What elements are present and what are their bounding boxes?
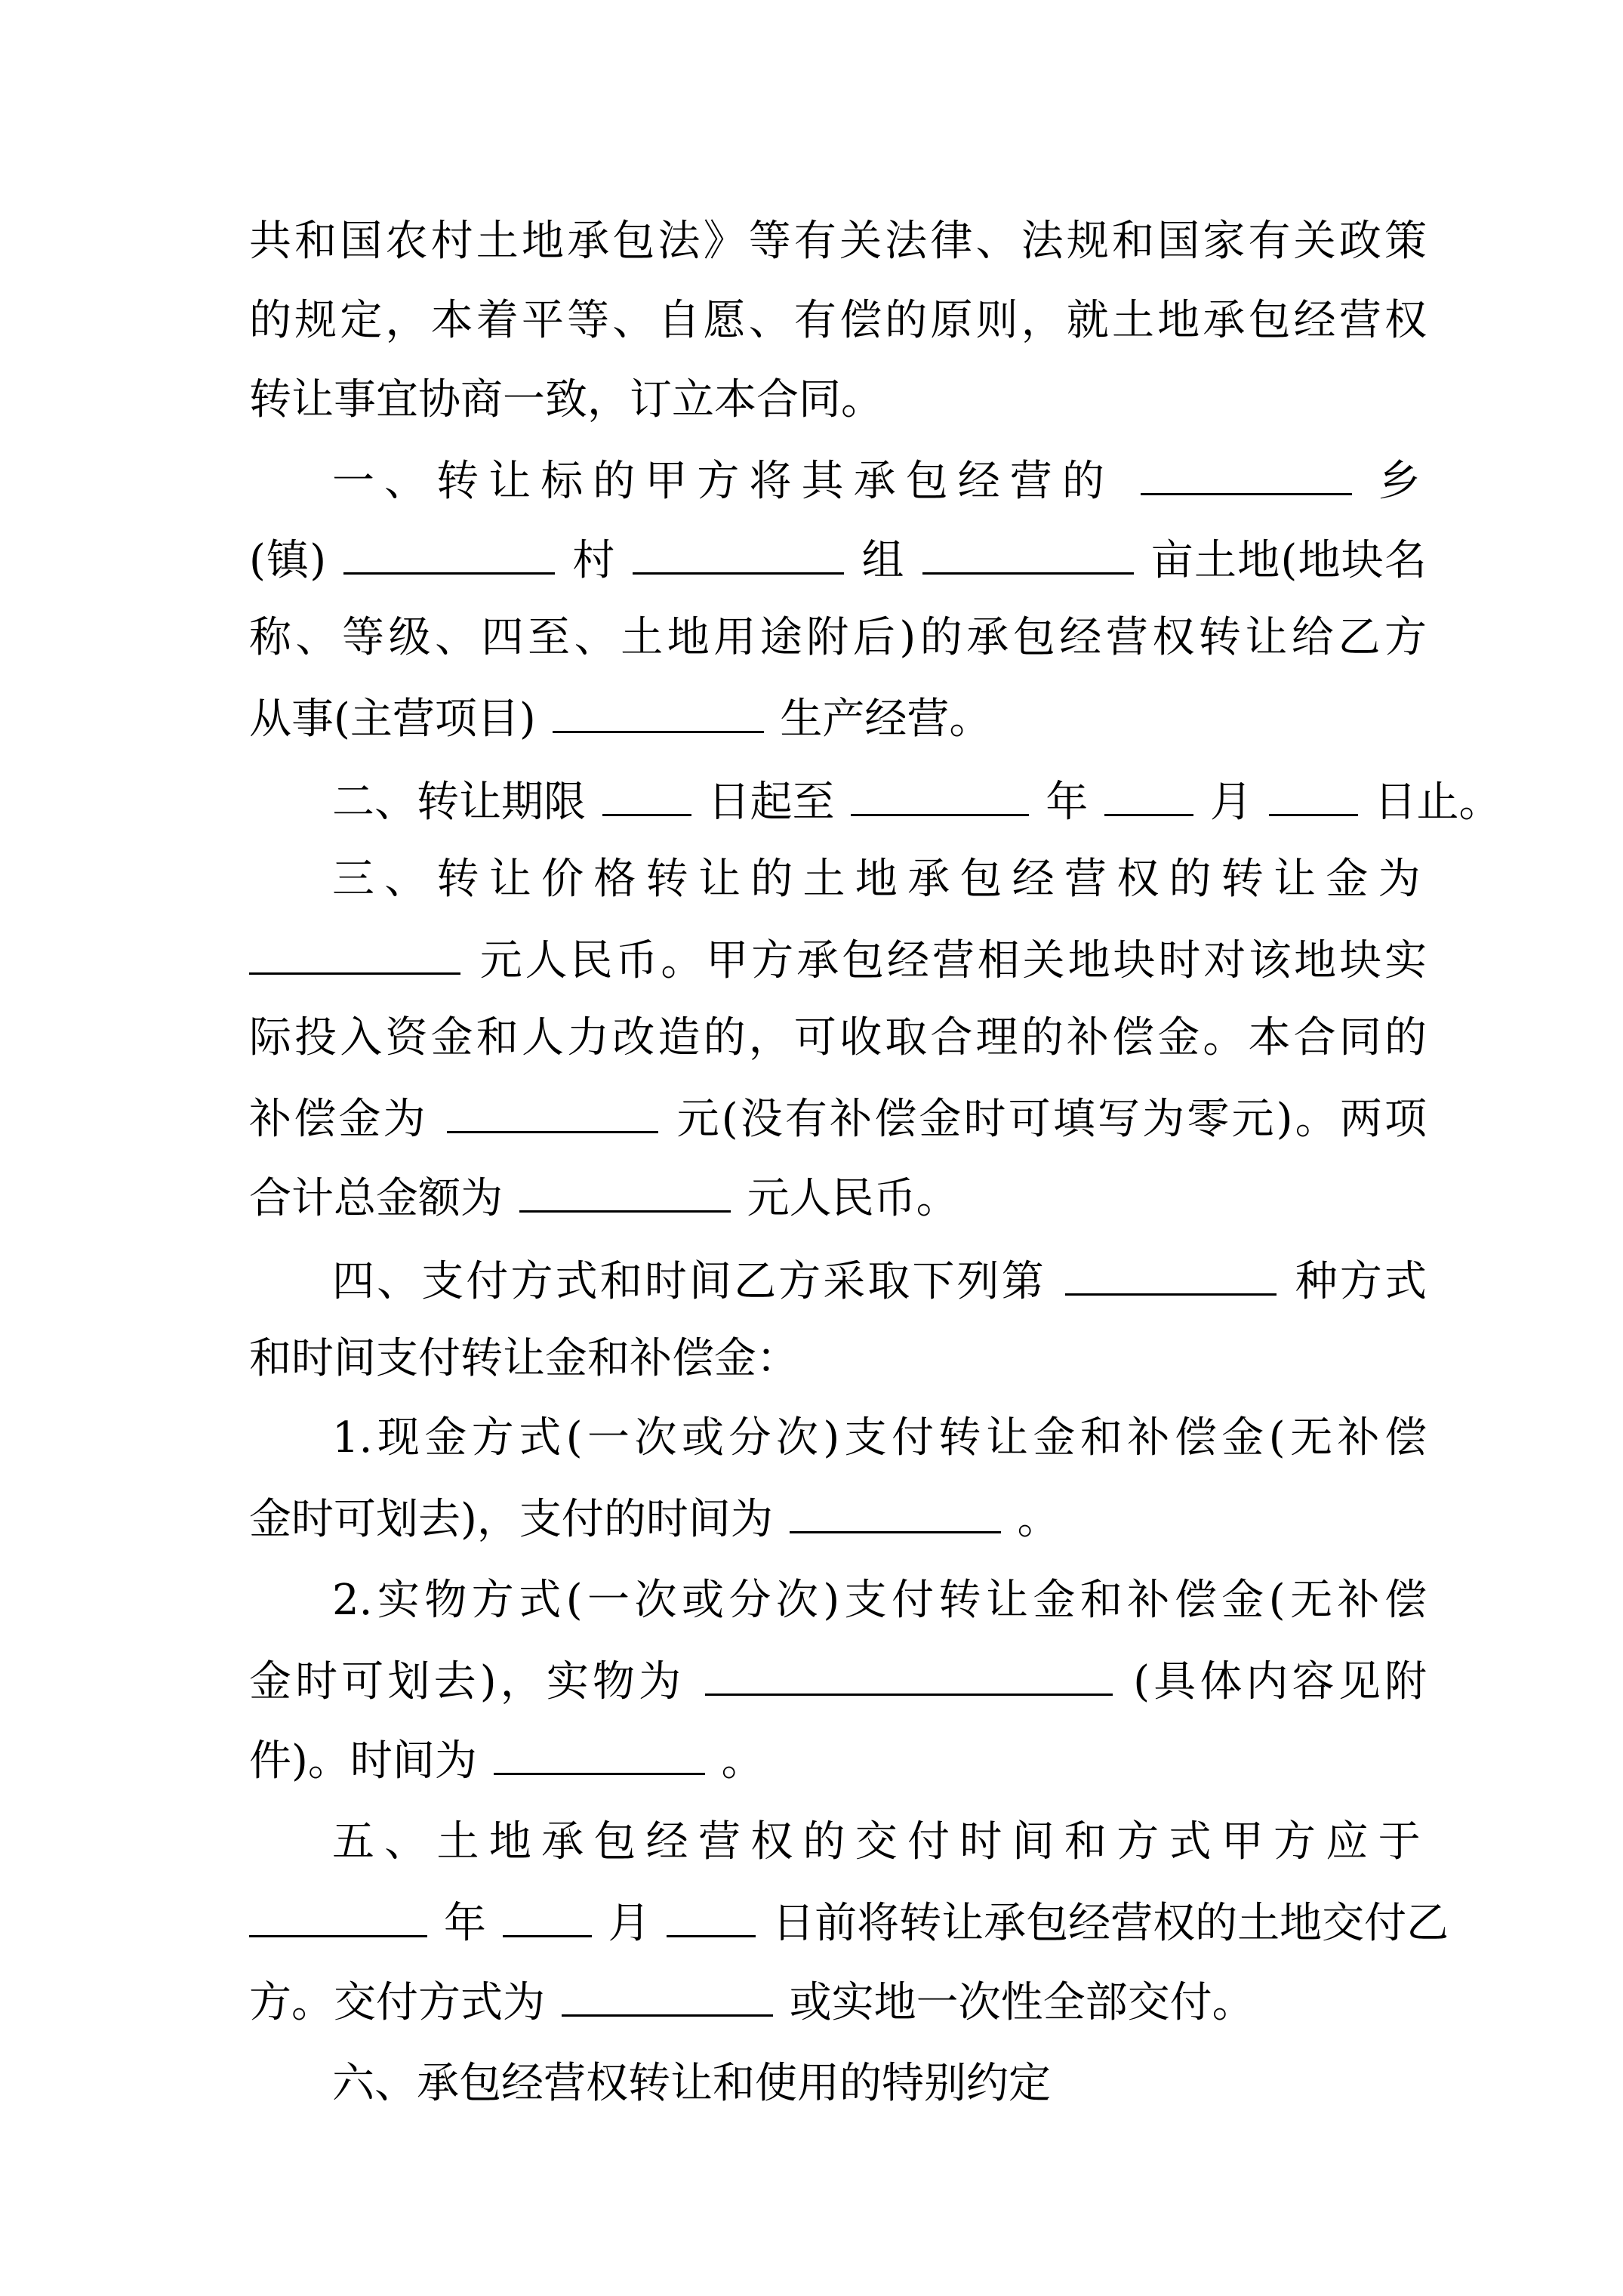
text-segment: 年: [1046, 778, 1089, 827]
text-segment: 二、转让期限: [332, 778, 586, 827]
text-segment: 生产经营。: [780, 695, 992, 744]
fill-blank[interactable]: [1141, 442, 1352, 495]
text-segment: (镇): [249, 536, 327, 585]
clause-6-heading: [332, 2046, 1427, 2122]
text-segment: 元人民币。: [747, 1174, 959, 1223]
fill-blank[interactable]: [633, 521, 844, 575]
paragraph-line: [249, 1080, 1427, 1155]
paragraph-line: [249, 1321, 1427, 1397]
fill-blank[interactable]: [667, 1884, 756, 1937]
text-segment: 六、承包经营权转让和使用的特别约定: [332, 2059, 1051, 2108]
text-segment: 2.实物方式(一次或分次)支付转让金和补偿金(无补偿: [332, 1576, 1427, 1625]
text-segment: 金时可划去)，支付的时间为: [249, 1495, 773, 1544]
paragraph-line: [249, 1000, 1427, 1076]
text-segment: 。: [1017, 1495, 1060, 1544]
text-segment: (具体内容见附: [1133, 1657, 1427, 1706]
fill-blank[interactable]: [249, 921, 460, 975]
fill-blank[interactable]: [553, 680, 764, 733]
text-segment: 补偿金为: [249, 1095, 428, 1144]
text-segment: 称、等级、四至、土地用途附后)的承包经营权转让给乙方: [249, 613, 1427, 662]
fill-blank[interactable]: [1065, 1242, 1277, 1296]
text-segment: 亩土地(地块名: [1150, 536, 1427, 585]
paragraph-line: [249, 1963, 1427, 2039]
text-segment: 转让事宜协商一致，订立本合同。: [249, 375, 883, 424]
text-segment: 合计总金额为: [249, 1174, 503, 1223]
text-segment: 从事(主营项目): [249, 695, 536, 744]
fill-blank[interactable]: [249, 1884, 427, 1937]
text-segment: 。: [721, 1737, 764, 1786]
text-segment: 组: [861, 536, 905, 585]
paragraph-line: [249, 283, 1427, 359]
text-segment: 年: [443, 1899, 486, 1948]
fill-blank[interactable]: [494, 1721, 705, 1775]
fill-blank[interactable]: [343, 521, 555, 575]
fill-blank[interactable]: [503, 1884, 592, 1937]
paragraph-line: [249, 1642, 1427, 1718]
text-segment: 五、土地承包经营权的交付时间和方式甲方应于: [332, 1817, 1427, 1866]
fill-blank[interactable]: [1269, 763, 1358, 816]
fill-blank[interactable]: [562, 1963, 773, 2017]
fill-blank[interactable]: [1104, 763, 1193, 816]
fill-blank[interactable]: [447, 1080, 658, 1133]
text-segment: 方。交付方式为: [249, 1978, 545, 2027]
clause-2-heading: [332, 763, 1501, 838]
clause-1-heading: [332, 442, 1427, 517]
paragraph-line: [249, 680, 1427, 755]
text-segment: 月: [608, 1899, 651, 1948]
fill-blank[interactable]: [705, 1642, 1113, 1696]
paragraph-line: [249, 1721, 1427, 1797]
text-segment: 村: [572, 536, 616, 585]
paragraph-line: [249, 204, 1427, 279]
paragraph-line: [249, 1159, 1427, 1234]
text-segment: 1.现金方式(一次或分次)支付转让金和补偿金(无补偿: [332, 1413, 1427, 1462]
text-segment: 日前将转让承包经营权的土地交付乙: [772, 1899, 1449, 1948]
text-segment: 月: [1209, 778, 1252, 827]
text-segment: 元(没有补偿金时可填写为零元)。两项: [676, 1095, 1427, 1144]
clause-3-heading: [332, 842, 1427, 917]
paragraph-line: [249, 1884, 1449, 1959]
text-segment: 金时可划去)，实物为: [249, 1657, 685, 1706]
text-segment: 四、支付方式和时间乙方采取下列第: [332, 1257, 1046, 1306]
text-segment: 三、转让价格转让的土地承包经营权的转让金为: [332, 855, 1427, 904]
paragraph-line: [249, 362, 1427, 438]
text-segment: 或实地一次性全部交付。: [789, 1978, 1255, 2027]
text-segment: 一、转让标的甲方将其承包经营的: [332, 457, 1114, 506]
paragraph-line: [249, 921, 1427, 997]
text-segment: 日起至: [707, 778, 835, 827]
text-segment: 和时间支付转让金和补偿金：: [249, 1334, 799, 1383]
text-segment: 件)。时间为: [249, 1737, 477, 1786]
text-segment: 际投入资金和人力改造的，可收取合理的补偿金。本合同的: [249, 1013, 1427, 1062]
clause-5-heading: [332, 1804, 1427, 1880]
text-segment: 的规定，本着平等、自愿、有偿的原则，就土地承包经营权: [249, 296, 1427, 345]
fill-blank[interactable]: [602, 763, 691, 816]
clause-4-heading: [332, 1242, 1427, 1318]
text-segment: 乡: [1378, 457, 1427, 506]
fill-blank[interactable]: [519, 1159, 731, 1213]
text-segment: 元人民币。甲方承包经营相关地块时对该地块实: [479, 936, 1427, 985]
paragraph-line: [249, 521, 1427, 596]
fill-blank[interactable]: [851, 763, 1029, 816]
fill-blank[interactable]: [790, 1480, 1001, 1533]
payment-option-1: [332, 1401, 1427, 1476]
text-segment: 日止。: [1374, 778, 1501, 827]
text-segment: 种方式: [1295, 1257, 1427, 1306]
fill-blank[interactable]: [922, 521, 1134, 575]
text-segment: 共和国农村土地承包法》等有关法律、法规和国家有关政策: [249, 217, 1427, 266]
paragraph-line: [249, 600, 1427, 676]
paragraph-line: [249, 1480, 1427, 1555]
payment-option-2: [332, 1563, 1427, 1638]
